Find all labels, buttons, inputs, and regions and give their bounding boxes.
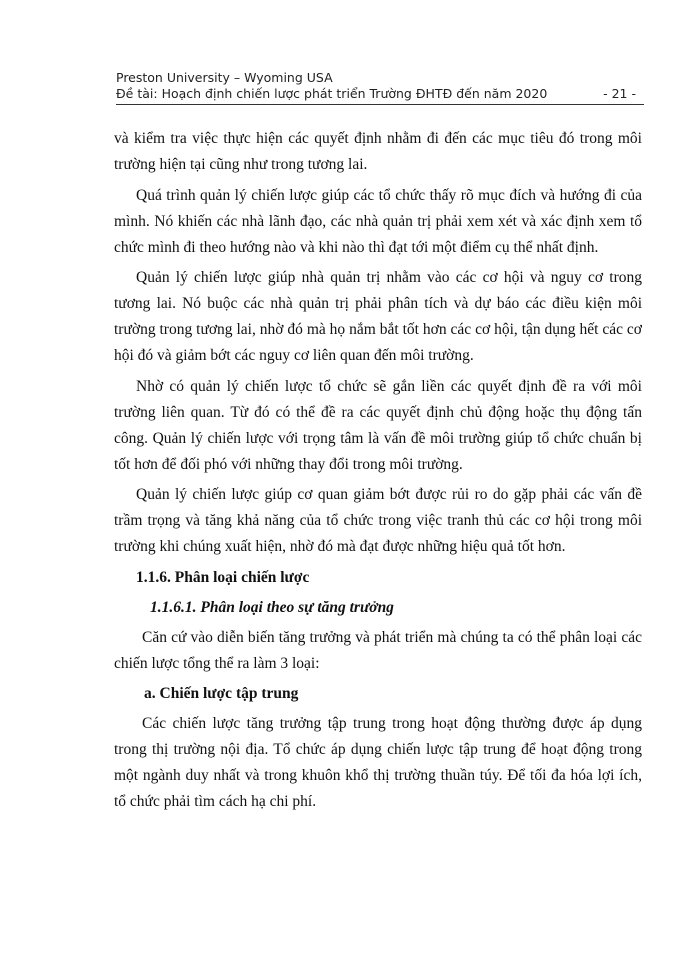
paragraph: Căn cứ vào diễn biến tăng trưởng và phát triển mà chúng ta có thể phân loại các chiến lược tổng thể ra làm 3 loại: — [114, 628, 642, 672]
document-body — [114, 126, 642, 820]
paragraph: Quá trình quản lý chiến lược giúp các tổ chức thấy rõ mục đích và hướng đi của mình. Nó khiến các nhà lãnh đạo, các nhà quản trị phải xem xét và xác định xem tổ chức mình đi theo hướng nào và khi nào thì đạt tới một điểm cụ thể nhất định. — [114, 186, 642, 256]
header-divider — [116, 104, 644, 105]
paragraph: Quản lý chiến lược giúp cơ quan giảm bớt được rủi ro do gặp phải các vấn đề trầm trọng và tăng khả năng của tổ chức trong việc tranh thủ các cơ hội trong môi trường khi chúng xuất hiện, nhờ đó mà đạt được những hiệu quả tốt hơn. — [114, 486, 642, 555]
header-thesis-title: Đề tài: Hoạch định chiến lược phát triển Trường ĐHTĐ đến năm 2020 — [116, 86, 548, 101]
subsection-heading: 1.1.6.1. Phân loại theo sự tăng trưởng — [150, 598, 394, 616]
paragraph: Các chiến lược tăng trưởng tập trung trong hoạt động thường được áp dụng trong thị trường nội địa. Tổ chức áp dụng chiến lược tập trung để hoạt động trong một ngành duy nhất và trong khuôn khổ thị trường thuần túy. Để tối đa hóa lợi ích, tổ chức phải tìm cách hạ chi phí. — [114, 715, 642, 810]
paragraph: và kiểm tra việc thực hiện các quyết định nhằm đi đến các mục tiêu đó trong môi trường hiện tại cũng như trong tương lai. — [114, 130, 642, 173]
item-heading: a. Chiến lược tập trung — [144, 685, 299, 702]
running-header — [116, 70, 636, 102]
section-heading: 1.1.6. Phân loại chiến lược — [136, 568, 310, 586]
page-number: - 21 - — [603, 86, 636, 101]
paragraph: Nhờ có quản lý chiến lược tổ chức sẽ gắn liền các quyết định đề ra với môi trường liên quan. Từ đó có thể đề ra các quyết định chủ động hoặc thụ động tấn công. Quản lý chiến lược với trọng tâm là vấn đề môi trường giúp tổ chức chuẩn bị tốt hơn để đối phó với những thay đổi trong môi trường. — [114, 377, 642, 473]
header-row — [116, 86, 636, 102]
header-university: Preston University – Wyoming USA — [116, 70, 333, 85]
paragraph: Quản lý chiến lược giúp nhà quản trị nhằm vào các cơ hội và nguy cơ trong tương lai. Nó buộc các nhà quản trị phải phân tích và dự báo các điều kiện môi trường trong tương lai, nhờ đó mà họ nắm bắt tốt hơn các cơ hội, tận dụng hết các cơ hội đó và giảm bớt các nguy cơ liên quan đến môi trường. — [114, 269, 642, 364]
